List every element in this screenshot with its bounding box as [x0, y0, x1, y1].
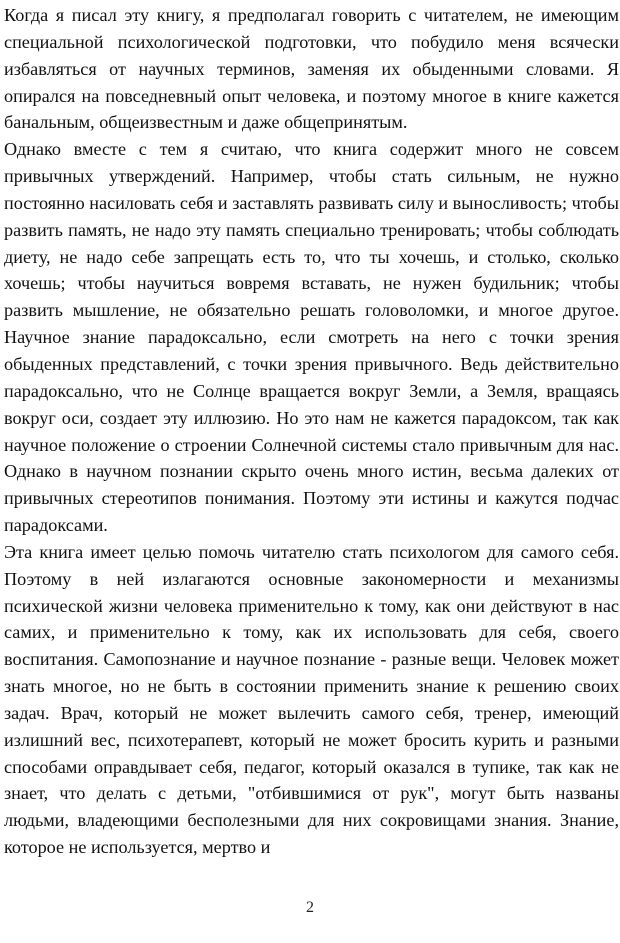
paragraph-1: Когда я писал эту книгу, я предполагал говорить с читателем, не имеющим специальной психологической подготовки, что побудило меня всячески избавляться от научных терминов, заменяя их обыденными словами. Я опирался на повседневный опыт человека, и поэтому многое в книге кажется банальным, общеизвестным и даже общепринятым.: [4, 5, 619, 133]
body-text: [4, 2, 619, 861]
page-number: 2: [306, 899, 314, 916]
paragraph-2: Однако вместе с тем я считаю, что книга содержит много не совсем привычных утверждений. Например, чтобы стать сильным, не нужно постоянно насиловать себя и заставлять развивать силу и выносливость; чтобы развить память, не надо эту память специально тренировать; чтобы соблюдать диету, не надо себе запрещать есть то, что ты хочешь, и столько, сколько хочешь; чтобы научиться вовремя вставать, не нужен будильник; чтобы развить мышление, не обязательно решать головоломки, и многое другое. Научное знание парадоксально, если смотреть на него с точки зрения обыденных представлений, с точки зрения привычного. Ведь действительно парадоксально, что не Солнце вращается вокруг Земли, а Земля, вращаясь вокруг оси, создает эту иллюзию. Но это нам не кажется парадоксом, так как научное положение о строении Солнечной системы стало привычным для нас. Однако в научном познании скрыто очень много истин, весьма далеких от привычных стереотипов понимания. Поэтому эти истины и кажутся подчас парадоксами.: [4, 139, 619, 536]
paragraph-3: Эта книга имеет целью помочь читателю стать психологом для самого себя. Поэтому в ней излагаются основные закономерности и механизмы психической жизни человека применительно к тому, как они действуют в нас самих, и применительно к тому, как их использовать для себя, своего воспитания. Самопознание и научное познание - разные вещи. Человек может знать многое, но не быть в состоянии применить знание к решению своих задач. Врач, который не может вылечить самого себя, тренер, имеющий излишний вес, психотерапевт, который не может бросить курить и разными способами оправдывает себя, педагог, который оказался в тупике, так как не знает, что делать с детьми, "отбившимися от рук", могут быть названы людьми, владеющими бесполезными для них сокровищами знания. Знание, которое не используется, мертво и: [4, 541, 619, 858]
